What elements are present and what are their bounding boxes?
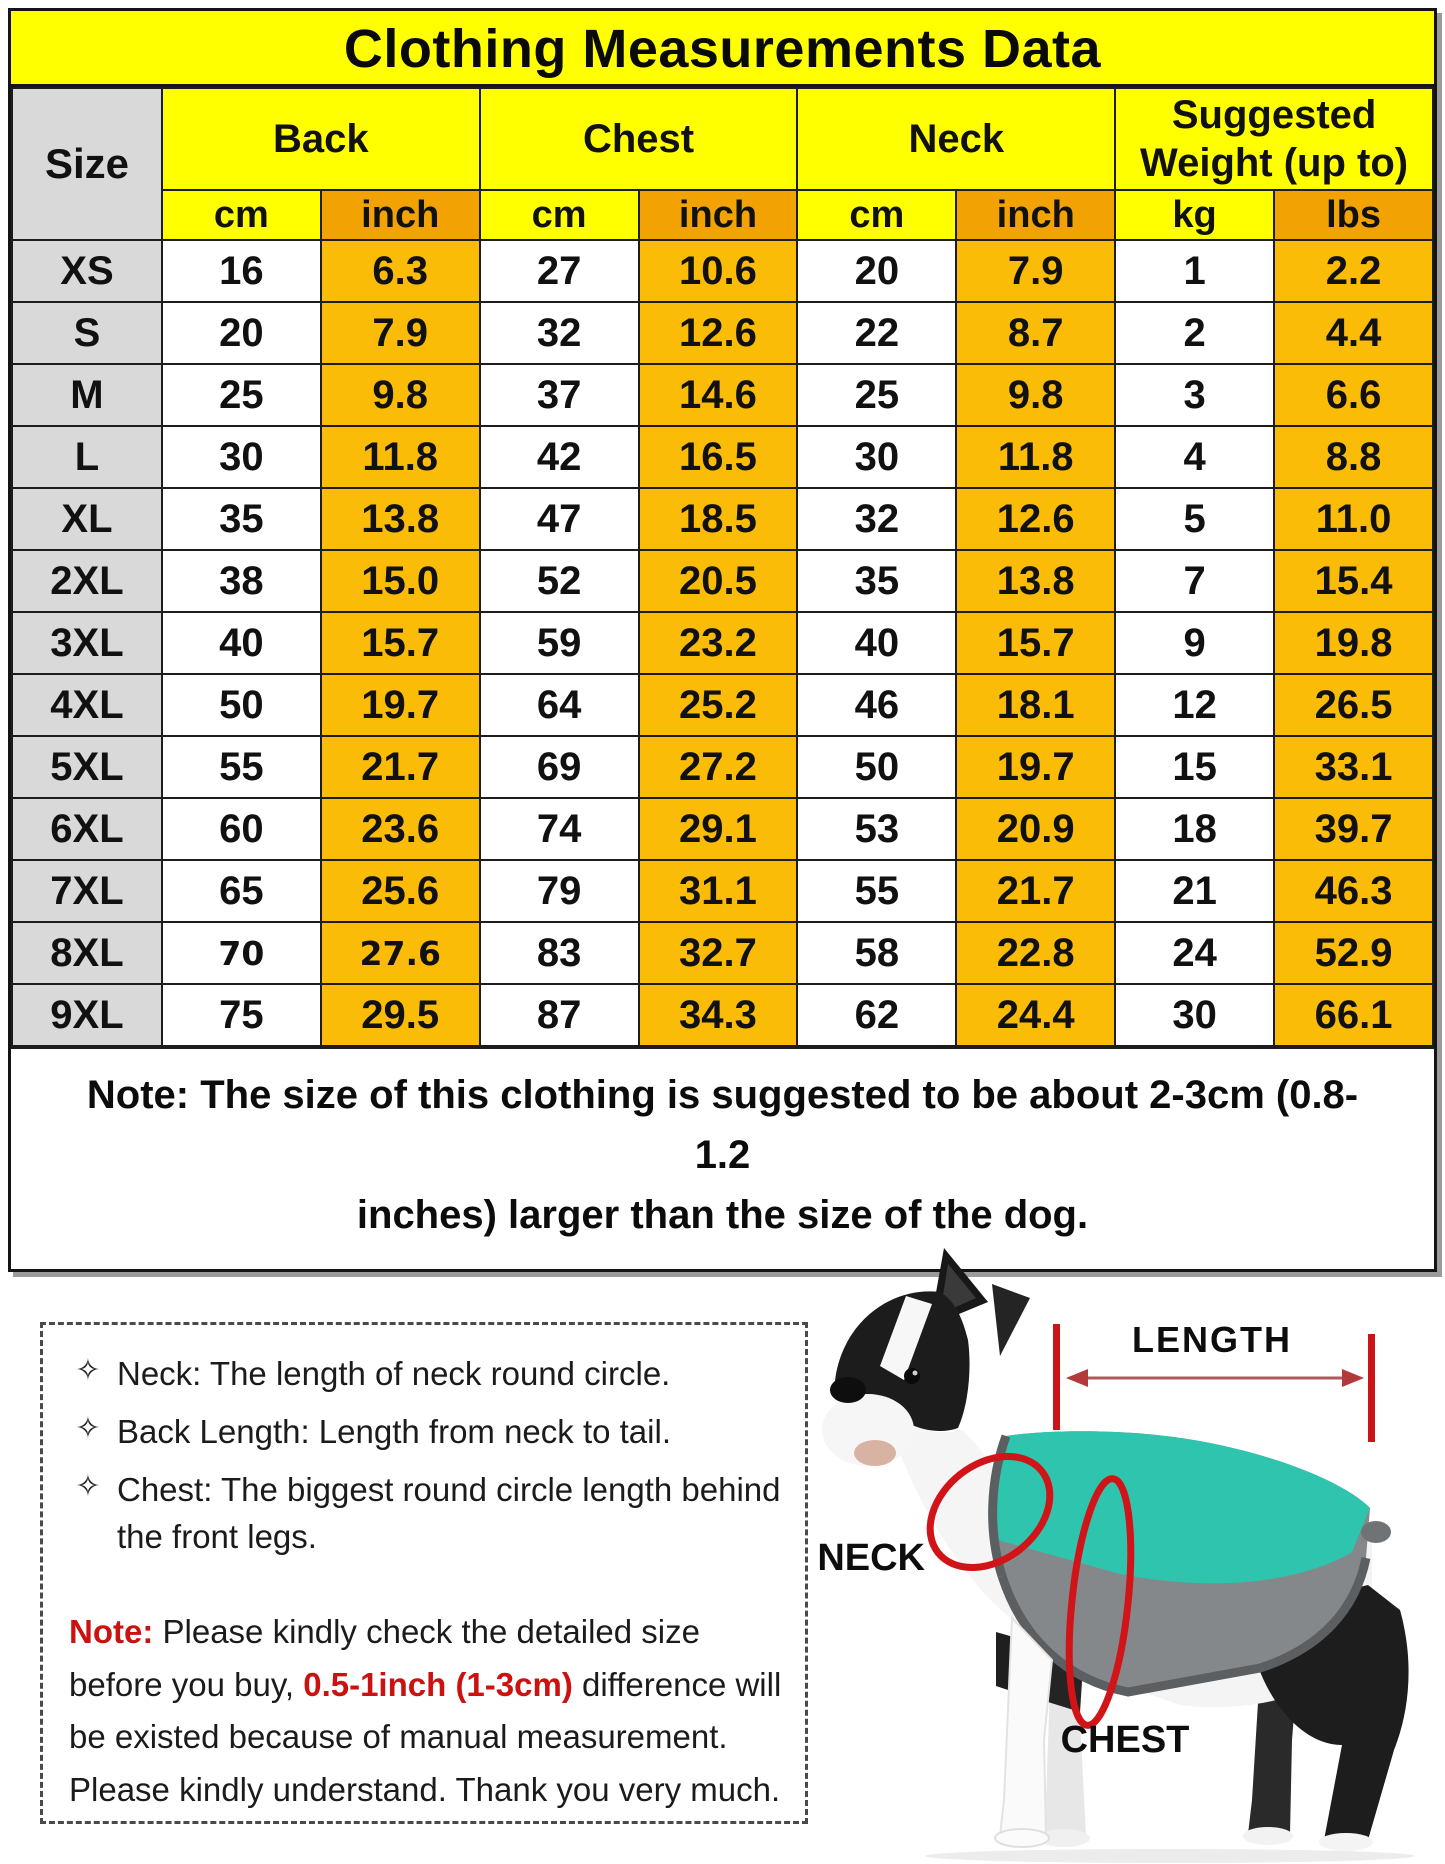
measure-cell: 50 (162, 674, 321, 736)
measure-cell: 29.1 (639, 798, 798, 860)
unit-header-neck-cm: cm (797, 190, 956, 240)
row-size-label: XL (12, 488, 162, 550)
measure-cell: 19.7 (321, 674, 480, 736)
measure-cell: 30 (797, 426, 956, 488)
row-size-label: 7XL (12, 860, 162, 922)
measure-cell: 83 (480, 922, 639, 984)
four-pointed-star-icon: ✧ (75, 1469, 101, 1505)
measure-cell: 5 (1115, 488, 1274, 550)
table-row (12, 860, 1433, 922)
near-front-paw (995, 1829, 1049, 1847)
measure-cell: 50 (797, 736, 956, 798)
four-pointed-star-icon: ✧ (75, 1411, 101, 1447)
measure-cell: 15.7 (321, 612, 480, 674)
sizing-advice-note (11, 1047, 1434, 1269)
measure-cell: 46.3 (1274, 860, 1433, 922)
page-title: Clothing Measurements Data (11, 11, 1434, 87)
measure-cell: 20 (162, 302, 321, 364)
note-text-2: difference will be existed because of manual measurement. Please kindly understand. Thank you very much. (69, 1665, 782, 1809)
measure-cell: 75 (162, 984, 321, 1046)
measure-cell: 52.9 (1274, 922, 1433, 984)
measure-cell: 15.7 (956, 612, 1115, 674)
measure-cell: 55 (797, 860, 956, 922)
unit-header-lbs: lbs (1274, 190, 1433, 240)
measure-cell: 13.8 (321, 488, 480, 550)
measure-cell: 2.2 (1274, 240, 1433, 302)
row-size-label: 2XL (12, 550, 162, 612)
table-row (12, 550, 1433, 612)
measure-cell: 66.1 (1274, 984, 1433, 1046)
measure-cell: 25.2 (639, 674, 798, 736)
list-item (59, 1351, 783, 1397)
measure-cell: 32 (797, 488, 956, 550)
row-size-label: S (12, 302, 162, 364)
measure-cell: 23.6 (321, 798, 480, 860)
measure-cell: 15.0 (321, 550, 480, 612)
measurement-definitions-box (40, 1322, 808, 1824)
note-label: Note: (69, 1612, 154, 1650)
group-header-back: Back (162, 88, 480, 190)
dog-eye (904, 1368, 920, 1384)
measure-cell: 64 (480, 674, 639, 736)
measure-cell: 18.1 (956, 674, 1115, 736)
dog-tail (1361, 1521, 1391, 1543)
table-row (12, 674, 1433, 736)
row-size-label: 5XL (12, 736, 162, 798)
row-size-label: XS (12, 240, 162, 302)
measure-cell: 13.8 (956, 550, 1115, 612)
sizing-advice-line2: inches) larger than the size of the dog. (356, 1193, 1089, 1237)
measure-cell: 24.4 (956, 984, 1115, 1046)
row-size-label: M (12, 364, 162, 426)
measure-cell: 29.5 (321, 984, 480, 1046)
ground-shadow (925, 1849, 1415, 1863)
measure-cell: 8.7 (956, 302, 1115, 364)
measure-cell: 7.9 (321, 302, 480, 364)
measure-cell: 16 (162, 240, 321, 302)
measure-cell: 37 (480, 364, 639, 426)
table-row (12, 798, 1433, 860)
measure-cell: 65 (162, 860, 321, 922)
measure-cell: 40 (162, 612, 321, 674)
length-left-bar (1053, 1324, 1060, 1430)
measure-cell: 25 (162, 364, 321, 426)
group-header-weight: Suggested Weight (up to) (1115, 88, 1433, 190)
chest-definition: Chest: The biggest round circle length behind the front legs. (117, 1471, 781, 1555)
measure-cell: 4 (1115, 426, 1274, 488)
unit-header-back-inch: inch (321, 190, 480, 240)
measure-cell: 21 (1115, 860, 1274, 922)
measure-cell: 11.8 (321, 426, 480, 488)
table-row (12, 984, 1433, 1046)
measure-cell: 32.7 (639, 922, 798, 984)
measure-cell: 30 (162, 426, 321, 488)
measure-cell: 21.7 (956, 860, 1115, 922)
row-size-label: 6XL (12, 798, 162, 860)
dog-nose (830, 1377, 866, 1403)
table-row (12, 488, 1433, 550)
length-right-bar (1368, 1334, 1375, 1442)
dog-measurement-diagram (700, 1240, 1445, 1864)
group-header-neck: Neck (797, 88, 1115, 190)
neck-label: NECK (817, 1537, 925, 1579)
measure-cell: 34.3 (639, 984, 798, 1046)
measure-cell: 12.6 (956, 488, 1115, 550)
table-row (12, 240, 1433, 302)
list-item (59, 1409, 783, 1455)
measure-cell: 6.3 (321, 240, 480, 302)
list-item (59, 1467, 783, 1559)
table-row (12, 426, 1433, 488)
table-row (12, 364, 1433, 426)
eye-glint (913, 1371, 918, 1376)
measure-cell: 19.7 (956, 736, 1115, 798)
row-size-label: 8XL (12, 922, 162, 984)
measure-cell: 22.8 (956, 922, 1115, 984)
measure-cell: 30 (1115, 984, 1274, 1046)
sizing-advice-line1: Note: The size of this clothing is suggested to be about 2-3cm (0.8-1.2 (86, 1073, 1359, 1177)
measure-cell: 52 (480, 550, 639, 612)
unit-header-chest-inch: inch (639, 190, 798, 240)
measure-cell: 23.2 (639, 612, 798, 674)
measure-cell: 87 (480, 984, 639, 1046)
measure-cell: 7.9 (956, 240, 1115, 302)
measure-cell: 46 (797, 674, 956, 736)
measure-cell: 24 (1115, 922, 1274, 984)
measure-cell: 18.5 (639, 488, 798, 550)
measure-cell: 32 (480, 302, 639, 364)
measure-cell: 9.8 (321, 364, 480, 426)
four-pointed-star-icon: ✧ (75, 1353, 101, 1388)
table-row (12, 612, 1433, 674)
measure-cell: 1 (1115, 240, 1274, 302)
measure-cell: 35 (162, 488, 321, 550)
unit-header-kg: kg (1115, 190, 1274, 240)
length-arrow-right-head (1342, 1369, 1364, 1387)
measure-cell: 19.8 (1274, 612, 1433, 674)
measure-cell: 9 (1115, 612, 1274, 674)
size-column-header: Size (12, 88, 162, 240)
measure-cell: 27 (480, 240, 639, 302)
measure-cell: 2 (1115, 302, 1274, 364)
measure-cell: 40 (797, 612, 956, 674)
measurements-table-block (8, 8, 1437, 1272)
measure-cell: 27.2 (639, 736, 798, 798)
measure-cell: 22 (797, 302, 956, 364)
row-size-label: L (12, 426, 162, 488)
group-header-chest: Chest (480, 88, 798, 190)
measure-cell: 16.5 (639, 426, 798, 488)
measure-cell: 7 (1115, 550, 1274, 612)
measure-cell: 8.8 (1274, 426, 1433, 488)
table-group-header-row (12, 88, 1433, 190)
measure-cell: 14.6 (639, 364, 798, 426)
measure-cell: 11.0 (1274, 488, 1433, 550)
measure-cell: 60 (162, 798, 321, 860)
size-table-body (12, 240, 1433, 1046)
measure-cell: 15 (1115, 736, 1274, 798)
table-row (12, 922, 1433, 984)
measure-cell: 21.7 (321, 736, 480, 798)
measure-cell: 4.4 (1274, 302, 1433, 364)
measure-cell: 10.6 (639, 240, 798, 302)
measure-cell: 69 (480, 736, 639, 798)
length-measure-indicator (1053, 1319, 1375, 1442)
measure-cell: 9.8 (956, 364, 1115, 426)
measure-cell: 55 (162, 736, 321, 798)
unit-header-chest-cm: cm (480, 190, 639, 240)
measure-cell: 47 (480, 488, 639, 550)
back-ear (992, 1284, 1030, 1356)
measure-cell: 70 (162, 922, 321, 984)
chest-label: CHEST (1060, 1719, 1190, 1761)
measure-cell: 12 (1115, 674, 1274, 736)
measure-cell: 15.4 (1274, 550, 1433, 612)
measure-cell: 18 (1115, 798, 1274, 860)
measure-cell: 3 (1115, 364, 1274, 426)
measure-cell: 11.8 (956, 426, 1115, 488)
measure-cell: 25 (797, 364, 956, 426)
table-row (12, 736, 1433, 798)
measure-cell: 39.7 (1274, 798, 1433, 860)
back-length-definition: Back Length: Length from neck to tail. (117, 1413, 671, 1451)
table-row (12, 302, 1433, 364)
measure-cell: 20.5 (639, 550, 798, 612)
measure-cell: 53 (797, 798, 956, 860)
measure-cell: 27.6 (321, 922, 480, 984)
measurements-table (11, 87, 1434, 1047)
measure-cell: 38 (162, 550, 321, 612)
measure-cell: 74 (480, 798, 639, 860)
measure-cell: 20 (797, 240, 956, 302)
measure-cell: 6.6 (1274, 364, 1433, 426)
far-rear-paw (1243, 1827, 1293, 1845)
length-arrow-left-head (1066, 1369, 1088, 1387)
measure-cell: 20.9 (956, 798, 1115, 860)
row-size-label: 4XL (12, 674, 162, 736)
measure-cell: 25.6 (321, 860, 480, 922)
measure-cell: 35 (797, 550, 956, 612)
measure-cell: 33.1 (1274, 736, 1433, 798)
table-unit-header-row (12, 190, 1433, 240)
measure-cell: 58 (797, 922, 956, 984)
row-size-label: 3XL (12, 612, 162, 674)
unit-header-back-cm: cm (162, 190, 321, 240)
measure-cell: 79 (480, 860, 639, 922)
note-tolerance-highlight: 0.5-1inch (1-3cm) (303, 1665, 573, 1703)
unit-header-neck-inch: inch (956, 190, 1115, 240)
measure-cell: 62 (797, 984, 956, 1046)
manual-measurement-note (59, 1606, 783, 1817)
measure-cell: 26.5 (1274, 674, 1433, 736)
measure-cell: 59 (480, 612, 639, 674)
measure-cell: 12.6 (639, 302, 798, 364)
length-label: LENGTH (1132, 1319, 1292, 1360)
neck-definition: Neck: The length of neck round circle. (117, 1355, 671, 1392)
dog-chin (854, 1440, 896, 1466)
measure-cell: 31.1 (639, 860, 798, 922)
row-size-label: 9XL (12, 984, 162, 1046)
measure-cell: 42 (480, 426, 639, 488)
note-text-1: Please kindly check the detailed size before you buy, (69, 1612, 700, 1703)
near-rear-paw (1319, 1833, 1373, 1851)
